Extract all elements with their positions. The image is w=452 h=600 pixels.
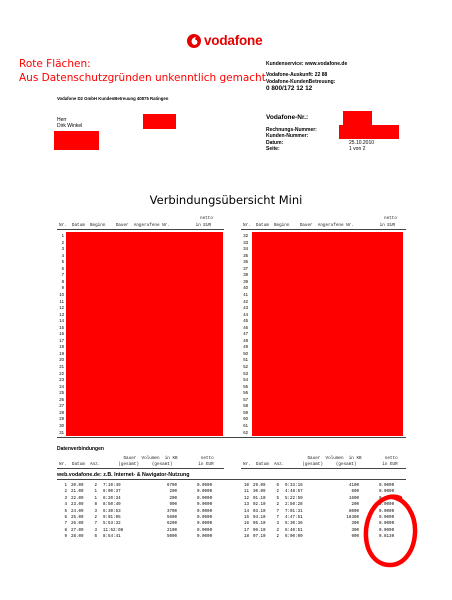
data-cell-eur: 0.0000 <box>197 503 213 508</box>
data-cell-dauer: 11:52:08 <box>103 528 124 533</box>
vodafone-speechmark-icon <box>187 34 201 48</box>
data-row <box>59 497 225 503</box>
data-cell-vol: 5600 <box>166 516 177 520</box>
call-row-number: 21 <box>59 364 64 369</box>
data-cell-vol: 200 <box>169 490 177 495</box>
call-row-number: 60 <box>243 416 248 422</box>
call-row-number: 26 <box>59 396 64 402</box>
data-cell-dauer: 6:30:53 <box>103 509 121 514</box>
kundenservice-text: Kundenservice: www.vodafone.de <box>266 61 348 67</box>
call-row-number: 4 <box>61 252 64 258</box>
data-cell-eur: 0.0000 <box>379 484 395 488</box>
data-cell-vol: 3700 <box>166 509 177 514</box>
data-cell-eur: 0.0000 <box>197 522 213 527</box>
data-cell-dauer: 8:54:41 <box>103 535 121 540</box>
data-cell-vol: 600 <box>351 490 359 495</box>
data-cell-datum: 24.09 <box>71 509 84 514</box>
call-row-number: 55 <box>243 383 248 389</box>
data-row <box>241 484 407 490</box>
data-cell-dauer: 5:30:36 <box>285 522 303 527</box>
data-cell-eur: 0.0000 <box>197 528 213 533</box>
data-cell-anz: 2 <box>94 516 97 520</box>
recipient-name: Dirk Winkel <box>57 123 83 130</box>
redacted-account-numbers <box>339 125 399 139</box>
call-row-number: 47 <box>243 331 248 337</box>
data-cell-anz: 3 <box>94 509 97 514</box>
data-cell-anz: 6 <box>276 484 279 488</box>
redacted-calls-left <box>66 232 223 436</box>
data-cell-nr: 16 <box>243 522 249 527</box>
data-left-header-rule <box>57 468 224 469</box>
data-cell-nr: 12 <box>243 496 249 501</box>
data-cell-anz: 1 <box>94 490 97 495</box>
page-title: Verbindungsübersicht Mini <box>149 193 303 207</box>
data-cell-dauer: 7:01:31 <box>285 509 303 514</box>
call-row-number: 27 <box>59 403 64 409</box>
data-cell-eur: 0.0000 <box>197 490 213 495</box>
call-row-number: 2 <box>61 239 64 245</box>
kunden-label: Kunden-Nummer: <box>266 133 309 140</box>
data-cell-vol: 200 <box>169 496 177 501</box>
data-cell-nr: 11 <box>243 490 249 495</box>
sender-line: Vodafone D2 GmbH KundenBetreuung 40875 Ratingen <box>57 96 169 101</box>
data-cell-datum: 30.09 <box>253 490 266 495</box>
call-row-number: 8 <box>61 278 64 284</box>
data-cell-vol: 8000 <box>348 509 359 514</box>
call-row-number: 37 <box>243 265 248 271</box>
recipient-salutation: Herr <box>57 117 67 123</box>
redacted-recipient-top <box>143 114 176 129</box>
data-cell-vol: 1600 <box>348 496 359 501</box>
service-block <box>266 61 347 93</box>
data-cell-nr: 1 <box>64 484 67 488</box>
vodafone-nr-label: Vodafone-Nr.: <box>266 114 309 121</box>
data-cell-eur: 0.0000 <box>379 516 395 520</box>
data-cell-anz: 7 <box>276 509 279 514</box>
data-cell-dauer: 8:50:49 <box>103 503 121 508</box>
call-row-number: 49 <box>243 344 248 350</box>
data-cell-eur: 0.0000 <box>379 528 395 533</box>
data-cell-eur: 0.0000 <box>379 496 395 501</box>
redacted-recipient-address <box>54 131 99 150</box>
data-subtitle: web.vodafone.de: z.B. Internet- & Navigator-Nutzung <box>57 472 190 478</box>
data-cell-eur: 0.0000 <box>379 522 395 527</box>
data-cell-vol: 300 <box>351 528 359 533</box>
data-cell-anz: 3 <box>94 528 97 533</box>
data-cell-dauer: 2:50:28 <box>285 503 303 508</box>
data-cell-datum: 21.09 <box>71 490 84 495</box>
call-row-number: 51 <box>243 357 248 363</box>
data-cell-eur: 0.0000 <box>379 509 395 514</box>
data-row <box>59 529 225 535</box>
call-row-number: 54 <box>243 377 248 383</box>
call-row-number: 14 <box>59 318 64 324</box>
call-row-number: 1 <box>61 233 64 238</box>
left-table-header: Nr. Datum Beginn Dauer Angerufene Nr. in EUR <box>59 223 212 228</box>
data-cell-eur: 0.0000 <box>197 509 213 514</box>
data-cell-anz: 1 <box>94 496 97 501</box>
call-row-number: 40 <box>243 285 248 291</box>
meta-labels <box>266 127 317 153</box>
data-cell-vol: 5000 <box>166 535 177 540</box>
call-row-number: 43 <box>243 305 248 311</box>
data-cell-eur: 0.0000 <box>379 503 395 508</box>
data-cell-vol: 200 <box>351 503 359 508</box>
data-cell-nr: 17 <box>243 528 249 533</box>
data-cell-eur: 0.0000 <box>197 516 213 520</box>
call-row-number: 12 <box>59 305 64 311</box>
data-cell-vol: 6700 <box>166 484 177 488</box>
data-cell-dauer: 4:48:57 <box>285 490 303 495</box>
red-circle-annotation <box>362 493 420 569</box>
call-row-number: 10 <box>59 291 64 297</box>
data-row <box>59 484 225 490</box>
call-row-number: 58 <box>243 403 248 409</box>
data-cell-anz: 7 <box>94 522 97 527</box>
call-row-number: 48 <box>243 337 248 343</box>
data-cell-datum: 28.09 <box>71 535 84 540</box>
data-cell-vol: 900 <box>351 535 359 540</box>
data-cell-datum: 05.10 <box>253 522 266 527</box>
data-cell-vol: 2100 <box>166 528 177 533</box>
call-row-number: 41 <box>243 291 248 297</box>
call-row-number: 61 <box>243 422 248 428</box>
kundenbetreuung-text: Vodafone-KundenBetreuung: <box>266 78 336 85</box>
call-row-number: 36 <box>243 259 248 265</box>
data-cell-anz: 6 <box>94 535 97 540</box>
data-cell-eur: 0.0000 <box>197 535 213 540</box>
data-cell-nr: 14 <box>243 509 249 514</box>
data-cell-datum: 29.09 <box>253 484 266 488</box>
data-cell-nr: 4 <box>64 503 67 508</box>
call-row-number: 7 <box>61 272 64 278</box>
call-row-number: 9 <box>61 285 64 291</box>
data-cell-nr: 13 <box>243 503 249 508</box>
call-row-number: 62 <box>243 429 248 435</box>
data-right-header-2: Nr. Datum Anz. (gesamt) (gesamt) in EUR <box>243 462 398 467</box>
data-cell-datum: 22.09 <box>71 496 84 501</box>
annotation-line-1: Rote Flächen: <box>19 58 91 70</box>
data-cell-vol: 16300 <box>346 516 359 520</box>
data-cell-vol: 6200 <box>166 522 177 527</box>
data-cell-anz: 8 <box>94 503 97 508</box>
data-cell-datum: 06.10 <box>253 528 266 533</box>
call-row-number: 59 <box>243 409 248 415</box>
data-row <box>59 516 225 522</box>
data-cell-dauer: 6:00:37 <box>103 490 121 495</box>
call-row-number: 53 <box>243 370 248 376</box>
data-cell-dauer: 7:10:49 <box>103 484 121 488</box>
call-row-number: 38 <box>243 272 248 278</box>
data-cell-datum: 27.09 <box>71 528 84 533</box>
data-cell-anz: 2 <box>276 490 279 495</box>
data-cell-nr: 6 <box>64 516 67 520</box>
data-cell-nr: 9 <box>64 535 67 540</box>
data-cell-datum: 03.10 <box>253 509 266 514</box>
data-cell-datum: 26.09 <box>71 522 84 527</box>
call-row-number: 35 <box>243 252 248 258</box>
call-row-number: 56 <box>243 390 248 396</box>
data-cell-dauer: 9:33:16 <box>285 484 303 488</box>
data-left-header-2: Nr. Datum Anz. (gesamt) (gesamt) in EUR <box>59 462 214 467</box>
data-cell-datum: 04.10 <box>253 516 266 520</box>
data-cell-nr: 8 <box>64 528 67 533</box>
left-netto-label: netto <box>200 216 213 221</box>
data-cell-anz: 7 <box>276 516 279 520</box>
data-cell-datum: 25.09 <box>71 516 84 520</box>
vodafone-logo <box>187 33 277 51</box>
data-cell-eur: 0.0000 <box>197 496 213 501</box>
call-table-bottom-rule <box>57 437 406 438</box>
data-cell-dauer: 6:20:34 <box>103 496 121 501</box>
right-table-header: Nr. Datum Beginn Dauer Angerufene Nr. in EUR <box>243 223 396 228</box>
data-cell-vol: 300 <box>351 522 359 527</box>
data-cell-nr: 2 <box>64 490 67 495</box>
data-cell-datum: 23.09 <box>71 503 84 508</box>
call-row-number: 50 <box>243 350 248 356</box>
data-row <box>59 490 225 496</box>
call-row-number: 31 <box>59 429 64 435</box>
data-cell-anz: 5 <box>276 496 279 501</box>
call-row-number: 34 <box>243 246 248 252</box>
phone-number: 0 800/172 12 12 <box>266 85 313 93</box>
data-right-header-rule <box>241 468 406 469</box>
redacted-calls-right <box>252 232 403 436</box>
right-netto-label: netto <box>384 216 397 221</box>
data-cell-vol: 4100 <box>348 484 359 488</box>
call-row-number: 18 <box>59 344 64 350</box>
call-row-number: 25 <box>59 390 64 396</box>
data-cell-datum: 20.09 <box>71 484 84 488</box>
call-row-number: 42 <box>243 298 248 304</box>
call-row-number: 29 <box>59 416 64 422</box>
data-cell-dauer: 9:01:05 <box>103 516 121 520</box>
data-cell-nr: 18 <box>243 535 249 540</box>
call-row-number: 5 <box>61 259 64 265</box>
recipient-block <box>57 117 82 130</box>
data-cell-dauer: 5:22:59 <box>285 496 303 501</box>
call-row-number: 22 <box>59 370 64 376</box>
data-row <box>59 522 225 528</box>
call-row-number: 44 <box>243 311 248 317</box>
data-cell-nr: 10 <box>243 484 249 488</box>
data-cell-nr: 5 <box>64 509 67 514</box>
call-row-number: 19 <box>59 350 64 356</box>
call-row-number: 20 <box>59 357 64 363</box>
call-row-number: 32 <box>243 233 248 238</box>
call-row-number: 57 <box>243 396 248 402</box>
data-cell-nr: 3 <box>64 496 67 501</box>
data-cell-dauer: 5:53:32 <box>103 522 121 527</box>
data-cell-anz: 3 <box>276 522 279 527</box>
data-cell-anz: 2 <box>94 484 97 488</box>
data-cell-dauer: 6:40:51 <box>285 528 303 533</box>
data-cell-dauer: 6:00:00 <box>285 535 303 540</box>
data-right-header-1: Dauer Volumen in KB netto <box>243 456 398 461</box>
call-row-number: 23 <box>59 377 64 383</box>
data-cell-datum: 01.10 <box>253 496 266 501</box>
call-row-number: 3 <box>61 246 64 252</box>
data-section-title: Datenverbindungen <box>57 446 104 452</box>
right-header-rule <box>241 229 406 230</box>
call-row-number: 39 <box>243 278 248 284</box>
annotation-line-2: Aus Datenschutzgründen unkenntlich gemacht <box>19 72 266 84</box>
call-row-number: 16 <box>59 331 64 337</box>
call-row-number: 17 <box>59 337 64 343</box>
data-cell-eur: 0.0000 <box>379 490 395 495</box>
call-row-number: 52 <box>243 364 248 369</box>
call-row-number: 28 <box>59 409 64 415</box>
data-row <box>59 510 225 516</box>
data-cell-datum: 07.10 <box>253 535 266 540</box>
data-cell-eur: 0.0000 <box>197 484 213 488</box>
call-row-number: 24 <box>59 383 64 389</box>
call-row-number: 45 <box>243 318 248 324</box>
data-row <box>59 535 225 541</box>
data-cell-nr: 15 <box>243 516 249 520</box>
data-cell-dauer: 4:47:51 <box>285 516 303 520</box>
datum-label: Datum: <box>266 139 284 146</box>
data-cell-datum: 02.10 <box>253 503 266 508</box>
data-subtitle-rule <box>57 479 406 480</box>
call-row-number: 33 <box>243 239 248 245</box>
vodafone-wordmark: vodafone <box>204 33 263 48</box>
data-cell-anz: 2 <box>276 503 279 508</box>
left-header-rule <box>57 229 224 230</box>
seite-label: Seite: <box>266 146 280 153</box>
data-cell-anz: 2 <box>276 528 279 533</box>
data-row <box>59 503 225 509</box>
call-row-number: 13 <box>59 311 64 317</box>
data-cell-nr: 7 <box>64 522 67 527</box>
call-row-number: 46 <box>243 324 248 330</box>
data-cell-vol: 900 <box>169 503 177 508</box>
call-row-number: 11 <box>59 298 64 304</box>
data-left-header-1: Dauer Volumen in KB netto <box>59 456 214 461</box>
call-row-number: 15 <box>59 324 64 330</box>
call-row-number: 30 <box>59 422 64 428</box>
rechnungs-label: Rechnungs-Nummer: <box>266 127 317 133</box>
auskunft-text: Vodafone-Auskunft: 22 88 <box>266 72 328 79</box>
datum-value: 25.10.2010 <box>349 140 375 146</box>
call-row-number: 6 <box>61 265 64 271</box>
seite-value: 1 von 2 <box>349 146 366 152</box>
data-cell-eur: 0.8130 <box>379 535 395 540</box>
data-cell-anz: 2 <box>276 535 279 540</box>
